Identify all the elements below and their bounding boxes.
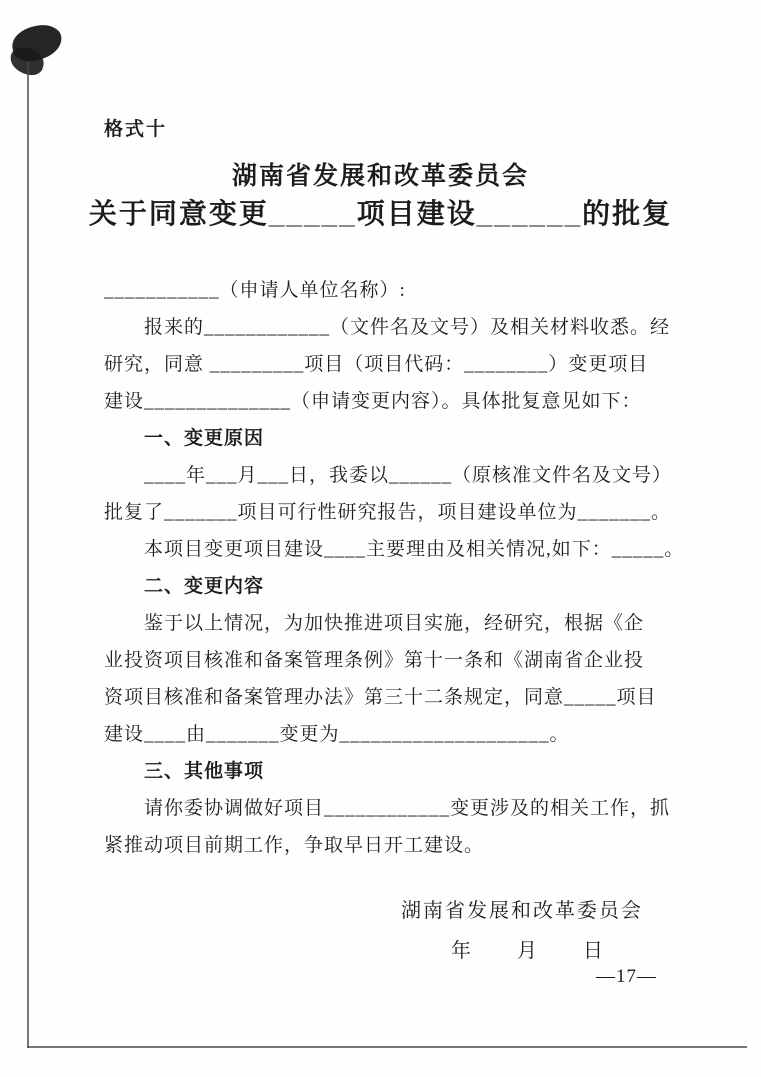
body-line: 紧推动项目前期工作，争取早日开工建设。	[104, 835, 485, 856]
document-body	[104, 272, 685, 864]
body-line: 建设______________（申请变更内容）。具体批复意见如下：	[104, 391, 642, 412]
signature-organization: 湖南省发展和改革委员会	[401, 900, 643, 922]
body-line: 报来的____________（文件名及文号）及相关材料收悉。经	[144, 317, 671, 338]
signature-date: 年 月 日	[451, 940, 605, 962]
scan-edge-line-bottom	[27, 1046, 747, 1048]
section-heading: 一、变更原因	[144, 428, 265, 449]
format-label: 格式十	[104, 119, 168, 140]
body-line: 请你委协调做好项目____________变更涉及的相关工作，抓	[144, 798, 671, 819]
section-heading: 二、变更内容	[144, 576, 265, 597]
body-line: 资项目核准和备案管理办法》第三十二条规定，同意_____项目	[104, 687, 657, 708]
body-line: ____年___月___日，我委以______（原核准文件名及文号）	[144, 465, 673, 486]
body-line: 本项目变更项目建设____主要理由及相关情况,如下：_____。	[144, 539, 685, 560]
body-line: 建设____由_______变更为____________________。	[104, 724, 570, 745]
body-line: ___________（申请人单位名称）:	[104, 280, 406, 301]
section-heading: 三、其他事项	[144, 761, 265, 782]
body-line: 业投资项目核准和备案管理条例》第十一条和《湖南省企业投	[104, 650, 645, 671]
body-line: 批复了_______项目可行性研究报告，项目建设单位为_______。	[104, 502, 672, 523]
page-number: —17—	[596, 966, 657, 987]
document-title-line1: 湖南省发展和改革委员会	[231, 162, 529, 190]
document-title-line2: 关于同意变更_____项目建设______的批复	[88, 198, 673, 229]
body-line: 研究，同意 _________项目（项目代码：________）变更项目	[104, 354, 649, 375]
body-line: 鉴于以上情况，为加快推进项目实施，经研究，根据《企	[144, 613, 645, 634]
